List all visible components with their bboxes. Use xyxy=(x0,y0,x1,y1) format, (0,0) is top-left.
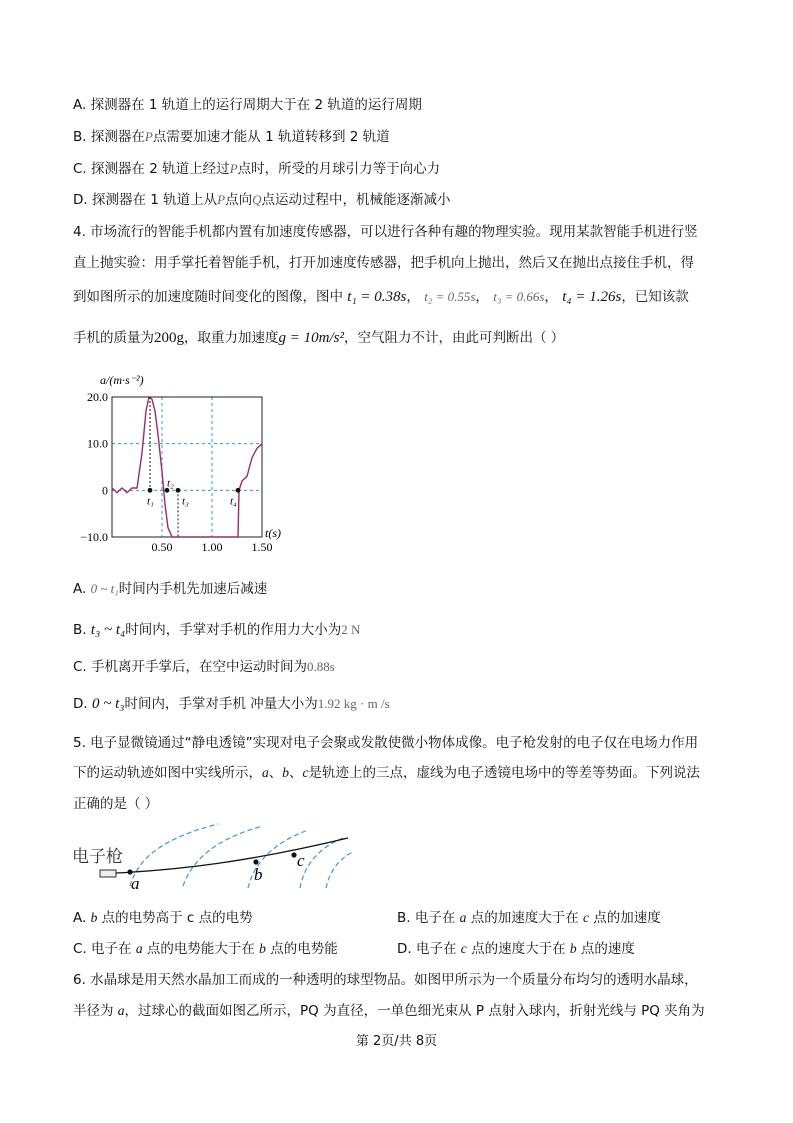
q3-option-d: D. 探测器在 1 轨道上从P点向Q点运动过程中，机械能逐渐减小 xyxy=(73,192,451,208)
marker-label: t₁ xyxy=(147,495,154,508)
t3-value: t₃ = 0.66s xyxy=(493,289,545,304)
acceleration-time-chart xyxy=(60,362,290,562)
t1-value: t₁ = 0.38s xyxy=(347,289,407,305)
q5-option-a: A. b 点的电势高于 c 点的电势 xyxy=(73,910,253,926)
q5-option-b: B. 电子在 a 点的加速度大于在 c 点的加速度 xyxy=(397,910,661,926)
x-tick-label: 0.50 xyxy=(151,540,173,554)
y-tick-label: 20.0 xyxy=(87,390,108,404)
marker-point xyxy=(236,488,241,493)
q4-stem-line4: 手机的质量为200g，取重力加速度g = 10m/s²，空气阻力不计，由此可判断出（ ） xyxy=(73,330,565,346)
q4-option-c: C. 手机离开手掌后，在空中运动时间为0.88s xyxy=(73,659,335,675)
equipotential-line-1 xyxy=(130,824,218,886)
x-tick-label: 1.50 xyxy=(251,540,273,554)
marker-label: t₃ xyxy=(182,495,189,508)
x-axis-label: t(s) xyxy=(265,526,281,540)
point-a-label: a xyxy=(131,874,140,893)
point-b-label: b xyxy=(254,865,263,884)
q3-option-c: C. 探测器在 2 轨道上经过P点时，所受的月球引力等于向心力 xyxy=(73,161,441,177)
q5-option-c: C. 电子在 a 点的电势能大于在 b 点的电势能 xyxy=(73,941,338,957)
equipotential-line-4 xyxy=(300,838,343,888)
marker-point xyxy=(148,488,153,493)
plot-frame xyxy=(112,397,262,537)
equipotential-line-5 xyxy=(326,852,353,888)
x-tick-label: 1.00 xyxy=(201,540,223,554)
t4-value: t₄ = 1.26s xyxy=(562,289,622,305)
electron-gun-label: 电子枪 xyxy=(72,847,123,866)
y-tick-label: −10.0 xyxy=(80,530,108,544)
q4-stem-line1: 4. 市场流行的智能手机都内置有加速度传感器，可以进行各种有趣的物理实验。现用某款智能手机进行竖 xyxy=(73,224,698,240)
point-c xyxy=(291,852,296,857)
q3-option-b: B. 探测器在P点需要加速才能从 1 轨道转移到 2 轨道 xyxy=(73,129,390,145)
y-tick-label: 0 xyxy=(102,483,108,498)
y-axis-label: a/(m·s⁻²) xyxy=(100,373,144,387)
point-b xyxy=(253,859,258,864)
page-footer: 第 2页/共 8页 xyxy=(355,1034,438,1049)
q4-stem-line3: 到如图所示的加速度随时间变化的图像，图中 t₁ = 0.38s， t₂ = 0.55s， t₃ = 0.66s， t₄ = 1.26s，已知该款 xyxy=(73,289,689,305)
electron-trajectory xyxy=(116,838,348,873)
y-tick-label: 10.0 xyxy=(87,436,108,451)
q5-stem-line3: 正确的是（ ） xyxy=(73,796,159,812)
t2-value: t₂ = 0.55s xyxy=(424,289,476,304)
q4-option-d: D. 0 ~ t₃时间内，手掌对手机 冲量大小为1.92 kg · m /s xyxy=(73,696,390,712)
series-line xyxy=(112,397,262,537)
q5-stem-line1: 5. 电子显微镜通过“静电透镜”实现对电子会聚或发散使微小物体成像。电子枪发射的电子仅在电场力作用 xyxy=(73,735,699,751)
marker-label: t₂ xyxy=(167,477,174,490)
q6-stem-line2: 半径为 a，过球心的截面如图乙所示，PQ 为直径，一单色细光束从 P 点射入球内，折射光线与 PQ 夹角为 xyxy=(73,1003,705,1019)
q6-stem-line1: 6. 水晶球是用天然水晶加工而成的一种透明的球型物品。如图甲所示为一个质量分布均匀的透明水晶球， xyxy=(73,972,698,988)
electron-gun-icon xyxy=(100,870,116,877)
q5-stem-line2: 下的运动轨迹如图中实线所示，a、b、c是轨迹上的三点，虚线为电子透镜电场中的等差等势面。下列说法 xyxy=(73,765,700,781)
q5-option-d: D. 电子在 c 点的速度大于在 b 点的速度 xyxy=(397,941,635,957)
point-c-label: c xyxy=(297,851,305,870)
marker-point xyxy=(176,488,181,493)
electron-lens-figure xyxy=(68,818,368,898)
marker-label: t₄ xyxy=(230,495,237,508)
q4-stem-line2: 直上抛实验：用手掌托着智能手机，打开加速度传感器，把手机向上抛出，然后又在抛出点接住手机，得 xyxy=(73,255,694,271)
q4-option-a: A. 0 ~ t₁时间内手机先加速后减速 xyxy=(73,581,268,597)
q4-option-b: B. t₃ ~ t₄时间内，手掌对手机的作用力大小为2 N xyxy=(73,622,361,638)
q3-option-a: A. 探测器在 1 轨道上的运行周期大于在 2 轨道的运行周期 xyxy=(73,97,422,113)
